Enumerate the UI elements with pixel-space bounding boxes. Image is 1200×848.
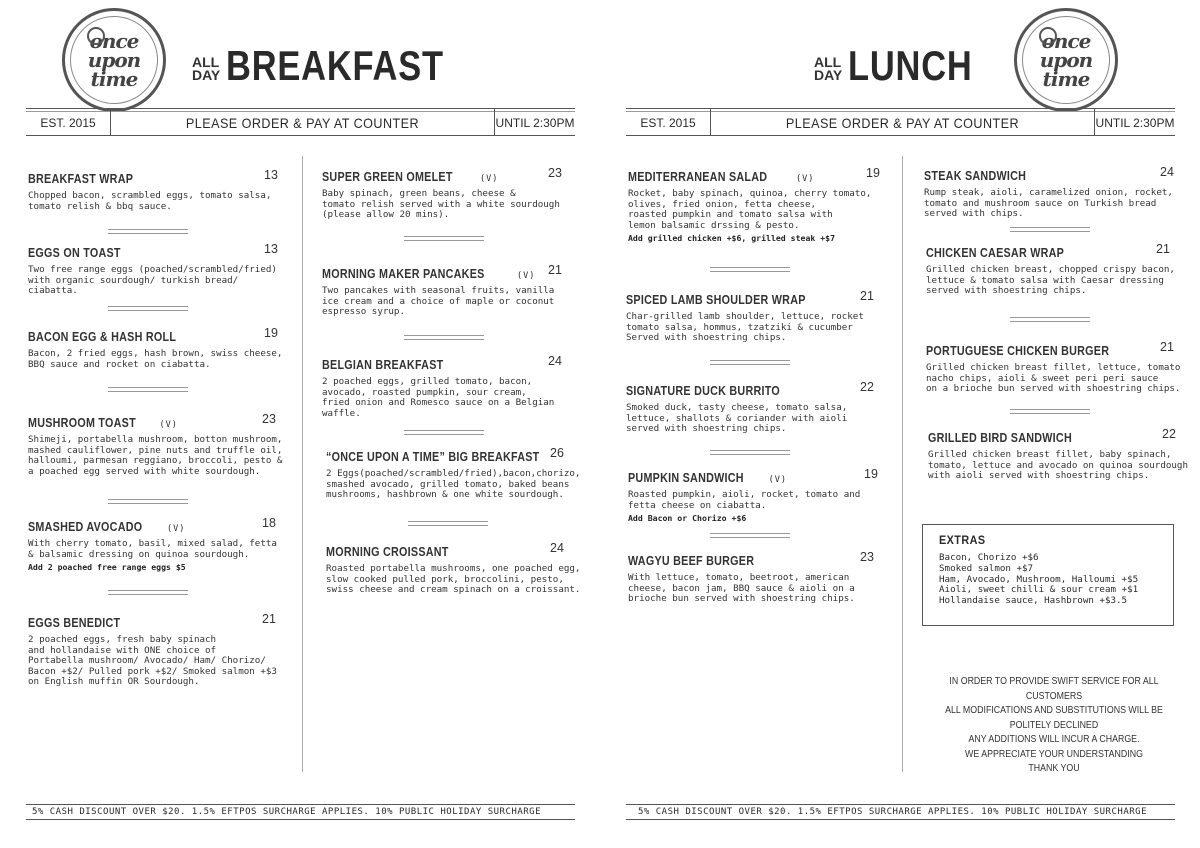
item-separator [710, 533, 790, 538]
title-main: BREAKFAST [226, 42, 445, 89]
item-name: CHICKEN CAESAR WRAP [926, 246, 1065, 260]
notice-line: WE APPRECIATE YOUR UNDERSTANDING [965, 747, 1143, 760]
item-price: 19 [264, 326, 278, 340]
item-price: 19 [864, 467, 878, 481]
item-description: 2 Eggs(poached/scrambled/fried),bacon,chorizo, smashed avocado, grilled tomato, baked beans mushrooms, hashbrown & one white sourdough. [326, 468, 581, 501]
logo-word: once [1041, 28, 1091, 53]
item-addon: Add grilled chicken +$6, grilled steak +$7 [628, 233, 836, 244]
item-name: BREAKFAST WRAP [28, 172, 134, 186]
menu-item [928, 427, 1190, 482]
menu-item [322, 166, 584, 221]
item-name: PUMPKIN SANDWICH [628, 471, 744, 485]
item-name: MORNING CROISSANT [326, 545, 449, 559]
item-separator [108, 387, 188, 392]
item-name: BACON EGG & HASH ROLL [28, 330, 177, 344]
item-price: 24 [548, 354, 562, 368]
menu-item [28, 612, 290, 688]
item-separator [710, 267, 790, 272]
item-name: WAGYU BEEF BURGER [628, 554, 755, 568]
extras-list [939, 553, 1173, 607]
notice-line: THANK YOU [1028, 762, 1080, 774]
footer-surcharge-note: 5% CASH DISCOUNT OVER $20. 1.5% EFTPOS SURCHARGE APPLIES. 10% PUBLIC HOLIDAY SURCHARGE [32, 807, 541, 817]
item-price: 21 [1160, 340, 1174, 354]
logo-word: once [89, 28, 139, 53]
logo-word: upon [87, 47, 141, 72]
extras-title: EXTRAS [939, 533, 986, 547]
notice-line: ALL MODIFICATIONS AND SUBSTITUTIONS WILL BE POLITELY DECLINED [945, 704, 1163, 731]
vegetarian-tag: (V) [159, 420, 178, 430]
item-price: 13 [264, 242, 278, 256]
vegetarian-tag: (V) [517, 271, 536, 281]
notice-line: IN ORDER TO PROVIDE SWIFT SERVICE FOR ALL CUSTOMERS [949, 675, 1159, 702]
item-description: Roasted pumpkin, aioli, rocket, tomato and fetta cheese on ciabatta. [628, 489, 861, 511]
item-separator [108, 499, 188, 504]
item-separator [1010, 409, 1090, 414]
item-name: SMASHED AVOCADO [28, 520, 143, 534]
item-name: SUPER GREEN OMELET [322, 170, 453, 184]
order-instructions: PLEASE ORDER & PAY AT COUNTER [185, 115, 420, 131]
menu-item [628, 467, 888, 523]
vegetarian-tag: (V) [479, 174, 499, 184]
item-name: STEAK SANDWICH [924, 169, 1027, 183]
extras-line: Hollandaise sauce, Hashbrown +$3.5 [939, 595, 1128, 607]
item-price: 13 [264, 168, 278, 182]
column-divider [302, 156, 303, 772]
item-separator [408, 521, 488, 526]
item-description: Grilled chicken breast fillet, lettuce, tomato nacho chips, aioli & sweet peri peri sauce on a brioche bun served with shoestring chips. [926, 362, 1181, 395]
item-price: 21 [1156, 242, 1170, 256]
item-name: PORTUGUESE CHICKEN BURGER [926, 344, 1110, 358]
menu-item [28, 242, 288, 297]
once-upon-a-time-logo [1014, 8, 1118, 112]
title-all-day [814, 56, 842, 86]
footer-surcharge-note: 5% CASH DISCOUNT OVER $20. 1.5% EFTPOS SURCHARGE APPLIES. 10% PUBLIC HOLIDAY SURCHARGE [638, 807, 1147, 817]
hours-label: UNTIL 2:30PM [494, 109, 575, 135]
item-separator [1010, 317, 1090, 322]
menu-item [626, 289, 886, 344]
item-price: 22 [1162, 427, 1176, 441]
menu-item [628, 166, 888, 243]
item-price: 19 [866, 166, 880, 180]
hours-label: UNTIL 2:30PM [1094, 109, 1175, 135]
menu-item [322, 263, 584, 318]
notice-line: ANY ADDITIONS WILL INCUR A CHARGE. [968, 733, 1140, 745]
item-description: 2 poached eggs, grilled tomato, bacon, avocado, roasted pumpkin, sour cream, fried onion and Romesco sauce on a Belgian waffle. [322, 376, 555, 419]
item-separator [108, 590, 188, 595]
item-name: MEDITERRANEAN SALAD [628, 170, 768, 184]
vegetarian-tag: (V) [768, 475, 788, 485]
footer-bar [26, 804, 575, 820]
item-separator [404, 335, 484, 340]
extras-line: Ham, Avocado, Mushroom, Halloumi +$5 [939, 573, 1139, 585]
item-separator [1010, 227, 1090, 232]
item-separator [108, 306, 188, 311]
vegetarian-tag: (V) [795, 174, 815, 184]
menu-item [28, 168, 278, 212]
title-all-day [192, 56, 220, 86]
established-label: EST. 2015 [26, 109, 111, 135]
item-separator [710, 360, 790, 365]
title-day: DAY [814, 67, 843, 83]
footer-bar [626, 804, 1175, 820]
menu-item [926, 242, 1188, 297]
vegetarian-tag: (V) [166, 524, 186, 534]
item-description: With lettuce, tomato, beetroot, american cheese, bacon jam, BBQ sauce & aioli on a brioche bun served with shoestring chips. [628, 572, 855, 605]
item-price: 21 [548, 263, 562, 277]
menu-item [924, 165, 1186, 220]
item-description: Rocket, baby spinach, quinoa, cherry tomato, olives, fried onion, fetta cheese, roasted pumpkin and tomato salsa with lemon balsamic drssing & pesto. [628, 188, 872, 231]
item-price: 23 [262, 412, 276, 426]
item-price: 23 [860, 550, 874, 564]
menu-item [326, 541, 588, 596]
column-divider [902, 156, 903, 772]
extras-line: Smoked salmon +$7 [939, 562, 1034, 574]
item-separator [404, 430, 484, 435]
item-separator [108, 229, 188, 234]
item-description: Roasted portabella mushrooms, one poached egg, slow cooked pulled pork, broccolini, pesto, swiss cheese and cream spinach on a croissant. [326, 563, 581, 596]
title-all: ALL [192, 54, 220, 70]
item-separator [404, 236, 484, 241]
info-banner [26, 108, 575, 136]
page-title [192, 42, 492, 89]
item-separator [710, 450, 790, 455]
item-description: Chopped bacon, scrambled eggs, tomato salsa, tomato relish & bbq sauce. [28, 190, 272, 212]
established-label: EST. 2015 [626, 109, 711, 135]
item-name: EGGS ON TOAST [28, 246, 121, 260]
item-description: Two pancakes with seasonal fruits, vanilla ice cream and a choice of maple or coconut espresso syrup. [322, 285, 555, 318]
item-price: 21 [262, 612, 276, 626]
item-description: Char-grilled lamb shoulder, lettuce, rocket tomato salsa, hommus, tzatziki & cucumber Served with shoestring chips. [626, 311, 864, 344]
item-description: 2 poached eggs, fresh baby spinach and hollandaise with ONE choice of Portabella mushroom/ Avocado/ Ham/ Chorizo/ Bacon +$2/ Pulled pork +$2/ Smoked salmon +$3 on English muffin OR Sourdough. [28, 634, 277, 688]
item-name: BELGIAN BREAKFAST [322, 358, 444, 372]
logo-word: time [90, 66, 138, 91]
item-description: Smoked duck, tasty cheese, tomato salsa, lettuce, shallots & coriander with aioli served with shoestring chips. [626, 402, 848, 435]
item-price: 24 [1160, 165, 1174, 179]
extras-line: Bacon, Chorizo +$6 [939, 552, 1039, 563]
item-price: 18 [262, 516, 276, 530]
title-all: ALL [814, 54, 842, 70]
item-description: Baby spinach, green beans, cheese & tomato relish served with a white sourdough (please allow 20 mins). [322, 188, 560, 221]
item-description: Grilled chicken breast, chopped crispy bacon, lettuce & tomato salsa with Caesar dressing served with shoestring chips. [926, 264, 1175, 297]
item-name: SIGNATURE DUCK BURRITO [626, 384, 780, 398]
item-name: GRILLED BIRD SANDWICH [928, 431, 1072, 445]
menu-item [326, 446, 588, 501]
item-name: SPICED LAMB SHOULDER WRAP [626, 293, 806, 307]
item-description: With cherry tomato, basil, mixed salad, fetta & balsamic dressing on quinoa sourdough. [28, 538, 277, 560]
item-name: “ONCE UPON A TIME” BIG BREAKFAST [326, 450, 540, 464]
item-name: EGGS BENEDICT [28, 616, 121, 630]
order-instructions: PLEASE ORDER & PAY AT COUNTER [785, 115, 1020, 131]
logo-word: time [1042, 66, 1090, 91]
item-description: Two free range eggs (poached/scrambled/fried) with organic sourdough/ turkish bread/ ciabatta. [28, 264, 277, 297]
item-description: Grilled chicken breast fillet, baby spinach, tomato, lettuce and avocado on quinoa sourdough with aioli served with shoestring chips. [928, 449, 1188, 482]
info-banner [626, 108, 1175, 136]
menu-item [626, 380, 886, 435]
extras-line: Aioli, sweet chilli & sour cream +$1 [939, 584, 1139, 596]
menu-item [628, 550, 888, 605]
item-description: Bacon, 2 fried eggs, hash brown, swiss cheese, BBQ sauce and rocket on ciabatta. [28, 348, 283, 370]
menu-item [28, 412, 290, 477]
extras-box [922, 524, 1174, 626]
wheel-icon [87, 27, 105, 45]
item-description: Shimeji, portabella mushroom, botton mushroom, mashed cauliflower, pine nuts and truffle oil, halloumi, parmesan reggiano, broccoli, pesto & a poached egg served with white sourdough. [28, 434, 283, 477]
menu-item [322, 354, 584, 419]
item-price: 23 [548, 166, 562, 180]
logo-word: upon [1039, 47, 1093, 72]
item-price: 22 [860, 380, 874, 394]
title-main: LUNCH [848, 42, 973, 89]
item-name: MUSHROOM TOAST [28, 416, 136, 430]
item-description: Rump steak, aioli, caramelized onion, rocket, tomato and mushroom sauce on Turkish bread served with chips. [924, 187, 1173, 220]
menu-item [28, 516, 290, 572]
item-price: 26 [550, 446, 564, 460]
wheel-icon [1039, 27, 1057, 45]
item-addon: Add Bacon or Chorizo +$6 [628, 513, 747, 524]
item-name: MORNING MAKER PANCAKES [322, 267, 485, 281]
menu-item [926, 340, 1188, 395]
item-price: 24 [550, 541, 564, 555]
once-upon-a-time-logo [62, 8, 166, 112]
page-title [814, 42, 1000, 89]
title-day: DAY [192, 67, 221, 83]
item-price: 21 [860, 289, 874, 303]
menu-item [28, 326, 288, 370]
item-addon: Add 2 poached free range eggs $5 [28, 562, 186, 573]
modification-notice [928, 674, 1180, 776]
